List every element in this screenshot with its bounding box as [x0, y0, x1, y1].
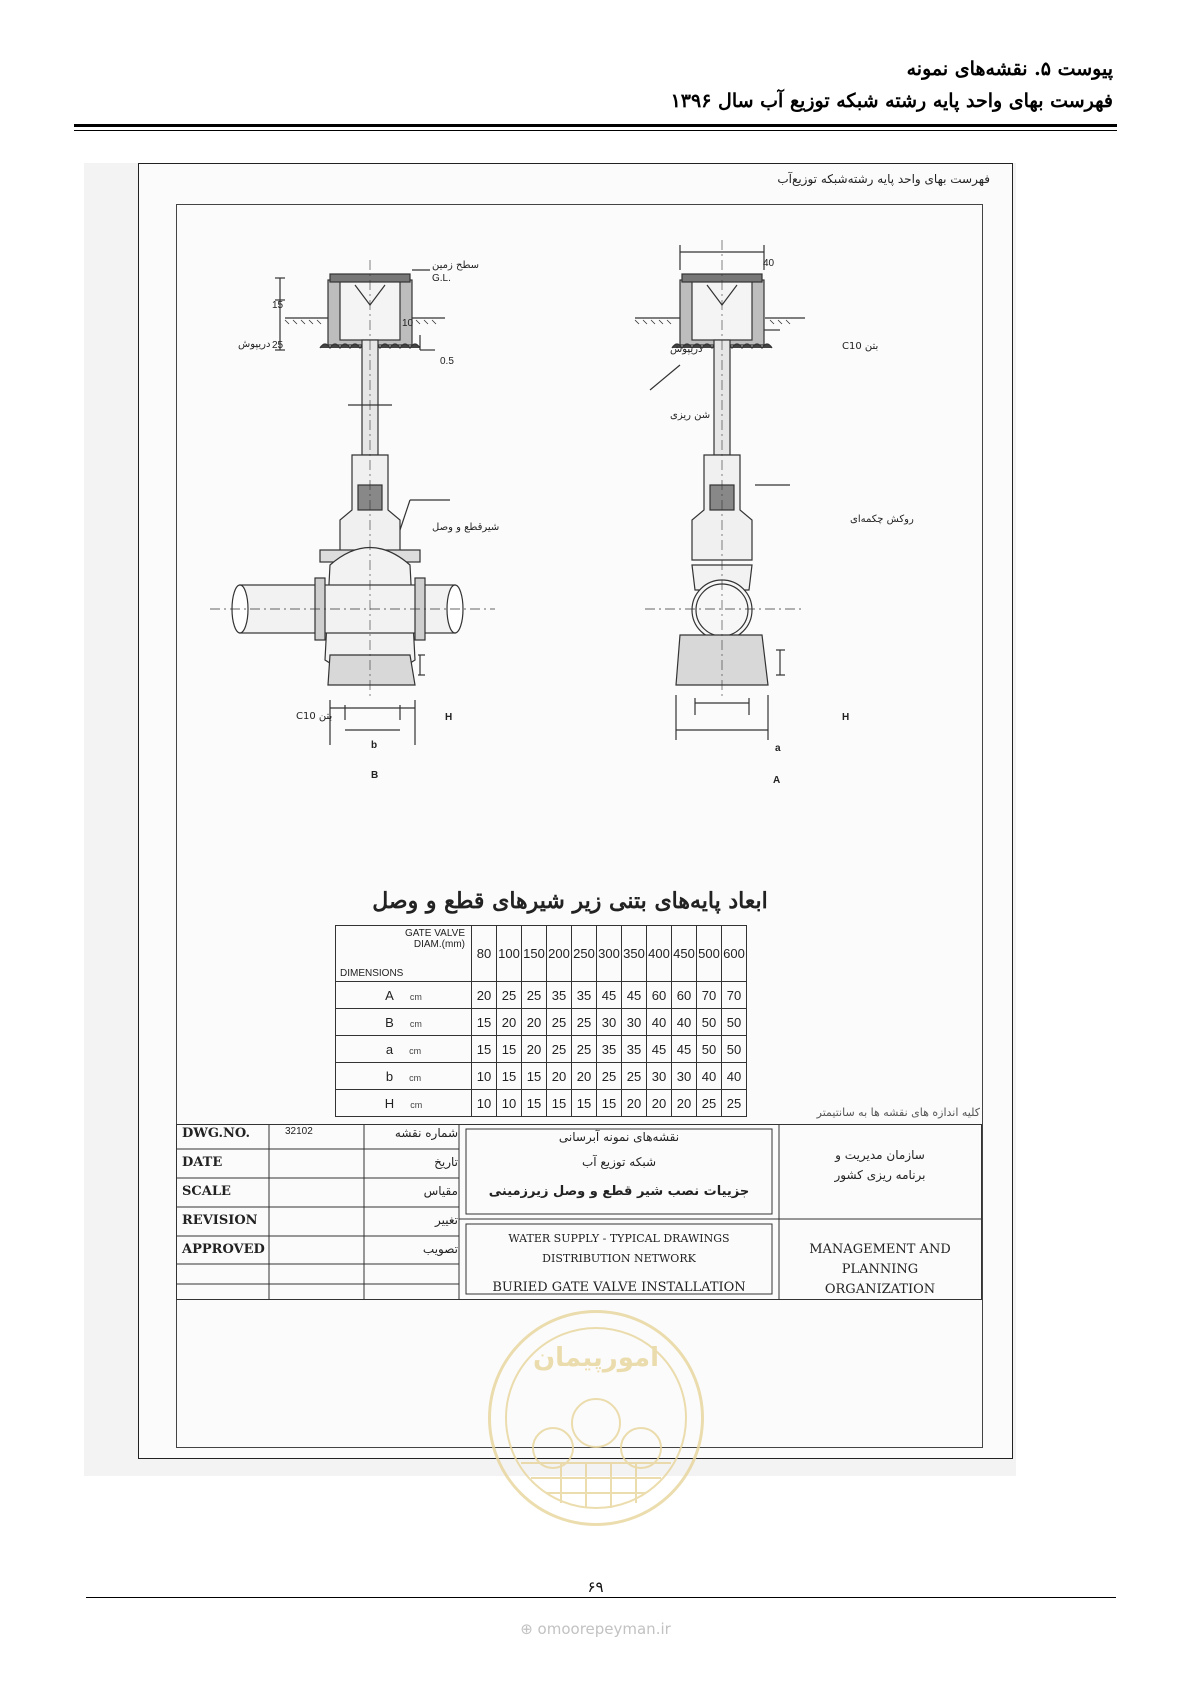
dim-a: a	[775, 743, 781, 754]
table-cell: 35	[597, 1036, 622, 1063]
dim-B: B	[371, 770, 379, 781]
table-cell: 15	[472, 1036, 497, 1063]
row-label: a	[385, 1041, 394, 1057]
diameter-header: 400	[647, 926, 672, 982]
title-block-en-label: REVISION	[182, 1213, 258, 1228]
footer-site-text: omoorepeyman.ir	[537, 1620, 671, 1638]
table-cell: 70	[697, 982, 722, 1009]
table-header-row	[336, 926, 747, 982]
dim-H-right: H	[842, 712, 850, 723]
diameter-header: 350	[622, 926, 647, 982]
table-cell: 25	[697, 1090, 722, 1117]
table-cell: 50	[722, 1009, 747, 1036]
table-cell: 25	[572, 1009, 597, 1036]
diameter-header: 150	[522, 926, 547, 982]
en-title-1: WATER SUPPLY - TYPICAL DRAWINGS	[508, 1232, 730, 1245]
row-label: H	[384, 1095, 395, 1111]
table-corner-cell	[336, 926, 472, 982]
table-cell: 20	[622, 1090, 647, 1117]
diameter-header: 100	[497, 926, 522, 982]
header-line-1: پیوست ۵. نقشه‌های نمونه	[906, 58, 1113, 80]
header-rule-thick	[74, 124, 1117, 127]
table-cell: 30	[647, 1063, 672, 1090]
table-cell: 70	[722, 982, 747, 1009]
footer-site	[0, 1620, 1191, 1638]
fa-title-1: نقشه‌های نمونه آبرسانی	[558, 1130, 680, 1144]
table-cell: 30	[672, 1063, 697, 1090]
table-row	[336, 1036, 747, 1063]
en-title-2: DISTRIBUTION NETWORK	[542, 1252, 696, 1265]
table-cell: 10	[472, 1090, 497, 1117]
label-cover-right: دریپوش	[670, 344, 703, 355]
title-block-fa-label: تغییر	[435, 1213, 458, 1227]
diameter-header: 80	[472, 926, 497, 982]
page-number: ۶۹	[587, 1578, 604, 1596]
table-cell: 15	[547, 1090, 572, 1117]
title-block-fa-label: مقیاس	[423, 1184, 458, 1198]
table-cell: 15	[572, 1090, 597, 1117]
diameter-header: 450	[672, 926, 697, 982]
table-cell: 20	[647, 1090, 672, 1117]
sheet-top-title: فهرست بهای واحد پایه رشته‌شبکه توزیع‌آب	[777, 172, 990, 186]
table-cell: 40	[672, 1009, 697, 1036]
dim-A: A	[773, 775, 781, 786]
table-cell: 40	[697, 1063, 722, 1090]
table-cell: 15	[597, 1090, 622, 1117]
table-cell: 30	[622, 1009, 647, 1036]
en-title-3: BURIED GATE VALVE INSTALLATION	[492, 1280, 746, 1295]
header-rule-thin	[74, 130, 1117, 131]
diameter-header: 500	[697, 926, 722, 982]
row-unit: cm	[409, 1045, 422, 1056]
table-cell: 35	[547, 982, 572, 1009]
label-valve: شیرقطع و وصل	[432, 522, 500, 533]
label-concrete-left: بتن C10	[296, 711, 333, 722]
label-cover-left: دریپوش	[238, 339, 271, 350]
table-row	[336, 982, 747, 1009]
title-block-en-label: APPROVED	[182, 1242, 265, 1257]
dim-15: 15	[272, 300, 284, 311]
label-concrete-right: بتن C10	[842, 341, 879, 352]
row-label-cell	[336, 1090, 472, 1117]
title-block-fa-label: تصویب	[422, 1242, 458, 1256]
label-gl: G.L.	[432, 273, 451, 284]
table-cell: 35	[622, 1036, 647, 1063]
org-en-2: PLANNING	[841, 1262, 919, 1277]
table-cell: 40	[722, 1063, 747, 1090]
table-cell: 25	[522, 982, 547, 1009]
table-cell: 25	[497, 982, 522, 1009]
row-label-cell	[336, 1063, 472, 1090]
fa-title-3: جزییات نصب شیر قطع و وصل زیرزمینی	[488, 1184, 750, 1199]
table-cell: 25	[622, 1063, 647, 1090]
corner-diam: DIAM.(mm)	[413, 939, 465, 950]
title-block-en-label: DWG.NO.	[182, 1126, 251, 1141]
row-label-cell	[336, 1036, 472, 1063]
table-cell: 10	[472, 1063, 497, 1090]
label-chain-cover: روکش چکمه‌ای	[850, 514, 914, 525]
diameter-header: 300	[597, 926, 622, 982]
row-label-cell	[336, 1009, 472, 1036]
table-cell: 15	[522, 1090, 547, 1117]
row-label: B	[385, 1014, 394, 1030]
dim-25: 25	[272, 340, 284, 351]
table-cell: 40	[647, 1009, 672, 1036]
watermark-stamp	[488, 1310, 704, 1526]
label-ground-surface: سطح زمین	[432, 260, 480, 271]
table-row	[336, 1009, 747, 1036]
title-block-fa-label: تاریخ	[434, 1155, 458, 1169]
table-cell: 20	[472, 982, 497, 1009]
diameter-header: 250	[572, 926, 597, 982]
table-cell: 60	[647, 982, 672, 1009]
row-label: b	[385, 1068, 394, 1084]
table-cell: 45	[597, 982, 622, 1009]
table-cell: 50	[697, 1009, 722, 1036]
table-cell: 15	[522, 1063, 547, 1090]
table-row	[336, 1090, 747, 1117]
row-unit: cm	[409, 991, 422, 1002]
table-cell: 20	[572, 1063, 597, 1090]
units-note: کلیه اندازه های نقشه ها به سانتیمتر	[816, 1106, 980, 1119]
table-cell: 60	[672, 982, 697, 1009]
table-cell: 25	[547, 1036, 572, 1063]
title-block-en-label: DATE	[182, 1155, 223, 1170]
table-cell: 45	[672, 1036, 697, 1063]
table-cell: 45	[622, 982, 647, 1009]
org-en-1: MANAGEMENT AND	[809, 1242, 951, 1257]
row-unit: cm	[410, 1099, 423, 1110]
dim-05: 0.5	[440, 356, 454, 367]
table-cell: 20	[522, 1009, 547, 1036]
footer-rule	[86, 1597, 1116, 1598]
table-cell: 15	[497, 1063, 522, 1090]
table-cell: 20	[672, 1090, 697, 1117]
watermark-text: امورپیمان	[532, 1343, 660, 1373]
dim-b: b	[371, 740, 378, 751]
table-cell: 10	[497, 1090, 522, 1117]
label-gravel: شن ریزی	[670, 410, 711, 421]
table-cell: 25	[597, 1063, 622, 1090]
table-cell: 50	[697, 1036, 722, 1063]
table-cell: 30	[597, 1009, 622, 1036]
table-row	[336, 1063, 747, 1090]
table-cell: 25	[572, 1036, 597, 1063]
dim-10: 10	[402, 318, 414, 329]
table-cell: 20	[547, 1063, 572, 1090]
dim-40: 40	[763, 258, 775, 269]
row-unit: cm	[409, 1018, 422, 1029]
corner-dimensions: DIMENSIONS	[340, 968, 404, 979]
row-label-cell	[336, 982, 472, 1009]
org-fa-1: سازمان مدیریت و	[835, 1148, 925, 1162]
header-line-2: فهرست بهای واحد پایه رشته شبکه توزیع آب سال ۱۳۹۶	[670, 90, 1113, 112]
table-cell: 20	[497, 1009, 522, 1036]
row-label: A	[385, 987, 394, 1003]
table-cell: 50	[722, 1036, 747, 1063]
table-cell: 35	[572, 982, 597, 1009]
table-cell: 25	[722, 1090, 747, 1117]
diameter-header: 600	[722, 926, 747, 982]
dimensions-table	[335, 925, 747, 1117]
org-fa-2: برنامه ریزی کشور	[834, 1168, 926, 1182]
title-block-value: 32102	[285, 1126, 313, 1137]
dim-H-left: H	[445, 712, 453, 723]
table-cell: 15	[497, 1036, 522, 1063]
table-cell: 45	[647, 1036, 672, 1063]
corner-gate-valve: GATE VALVE	[404, 928, 465, 939]
table-cell: 15	[472, 1009, 497, 1036]
row-unit: cm	[409, 1072, 422, 1083]
title-block-fa-label: شماره نقشه	[394, 1126, 458, 1140]
globe-icon: ⊕	[520, 1620, 538, 1638]
table-cell: 25	[547, 1009, 572, 1036]
title-block-en-label: SCALE	[182, 1184, 231, 1199]
table-cell: 20	[522, 1036, 547, 1063]
diameter-header: 200	[547, 926, 572, 982]
org-en-3: ORGANIZATION	[824, 1282, 936, 1297]
table-title: ابعاد پایه‌های بتنی زیر شیرهای قطع و وصل	[372, 888, 768, 914]
fa-title-2: شبکه توزیع آب	[581, 1155, 657, 1169]
